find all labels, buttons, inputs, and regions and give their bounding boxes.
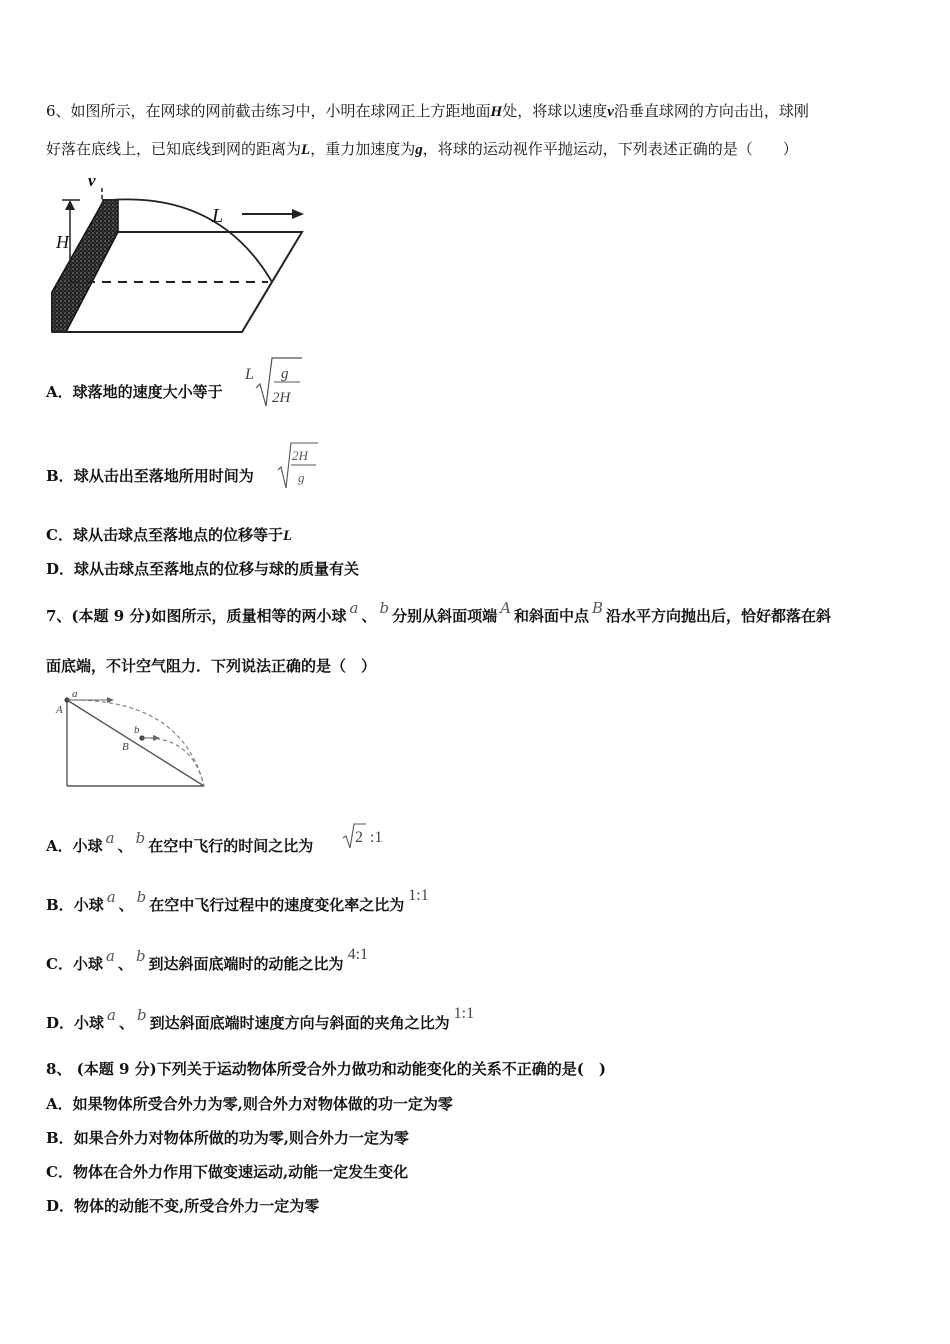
option-text: 球从击出至落地所用时间为	[73, 467, 254, 485]
option-text: 小球	[73, 896, 104, 914]
net-shape	[52, 200, 118, 332]
q6-option-C[interactable]	[46, 525, 292, 546]
q7-var-B: B	[591, 599, 603, 617]
q8-stem	[46, 1059, 606, 1079]
option-text: 物体的动能不变,所受合外力一定为零	[74, 1197, 320, 1215]
option-text: 球从击球点至落地点的位移与球的质量有关	[74, 560, 360, 578]
svg-text:2H: 2H	[272, 390, 291, 406]
option-text: 小球	[72, 837, 103, 855]
var-b: b	[135, 829, 146, 847]
ball-trajectory	[110, 199, 272, 282]
q7-var-a: a	[349, 599, 359, 617]
q6-A-math	[245, 366, 254, 384]
svg-text:g: g	[298, 470, 305, 485]
q7-text: 沿水平方向抛出后，恰好都落在斜	[606, 607, 832, 625]
option-text: 在空中飞行的时间之比为	[148, 837, 314, 855]
q7-stem-line2	[46, 656, 376, 676]
var-a: a	[106, 888, 116, 906]
q6-option-D[interactable]	[46, 559, 359, 579]
option-label: C．	[46, 526, 73, 544]
option-label: B．	[46, 896, 74, 914]
var-a: a	[105, 829, 115, 847]
q6-tennis-figure	[44, 172, 314, 340]
trajectory-b	[142, 738, 204, 786]
figure-label-H: H	[56, 232, 69, 252]
svg-text:2H: 2H	[292, 448, 308, 463]
q7-text: 面底端，不计空气阻力．下列说法正确的是（ ）	[46, 657, 377, 675]
q6-text: 好落在底线上，已知底线到网的距离为	[46, 140, 302, 158]
q8-option-D[interactable]	[46, 1196, 319, 1216]
q6-var-g: g	[415, 142, 423, 158]
svg-text:b: b	[134, 724, 140, 736]
ratio-value: 1:1	[453, 1005, 475, 1022]
option-sep: 、	[118, 1014, 134, 1032]
q6-var-v: v	[607, 104, 614, 120]
option-text: 如果合外力对物体所做的功为零,则合外力一定为零	[73, 1129, 409, 1147]
q7-text: 7、(本题 9 分)如图所示，质量相等的两小球	[46, 607, 347, 625]
option-label: D．	[46, 560, 75, 578]
q6-option-A[interactable]	[46, 382, 223, 402]
q8-option-B[interactable]	[46, 1128, 409, 1148]
math-L: L	[245, 366, 254, 383]
q6-var-L: L	[301, 142, 311, 158]
q6-stem-line2	[46, 139, 798, 160]
option-sep: 、	[117, 955, 133, 973]
q7-sep: 、	[361, 607, 377, 625]
q7-stem-line1	[46, 599, 832, 626]
option-text: 小球	[72, 955, 103, 973]
q6-text: 6、如图所示，在网球的网前截击练习中，小明在球网正上方距地面	[46, 102, 491, 120]
q8-text: 8、 (本题 9 分)下列关于运动物体所受合外力做功和动能变化的关系不正确的是( )	[46, 1060, 606, 1078]
var-L: L	[282, 528, 293, 544]
q6-B-sqrt-fraction	[276, 440, 320, 490]
ratio-value: 1:1	[408, 887, 429, 904]
q6-text: ，将球的运动视作平抛运动，下列表述正确的是（ ）	[422, 140, 798, 158]
option-text: 物体在合外力作用下做变速运动,动能一定发生变化	[72, 1163, 409, 1181]
option-text: 球从击球点至落地点的位移等于	[72, 526, 283, 544]
option-label: A．	[46, 837, 73, 855]
q7-option-B[interactable]	[46, 887, 429, 916]
q7-var-A: A	[500, 599, 511, 617]
q7-option-C[interactable]	[46, 946, 369, 975]
q6-var-H: H	[490, 104, 503, 120]
option-label: C．	[46, 955, 73, 973]
var-a: a	[107, 1006, 116, 1024]
option-text: 如果物体所受合外力为零,则合外力对物体做的功一定为零	[72, 1095, 453, 1113]
option-sep: 、	[118, 896, 134, 914]
q6-stem-line1	[46, 101, 809, 122]
q7-A-ratio	[342, 822, 392, 852]
option-text: 到达斜面底端时的动能之比为	[148, 955, 344, 973]
svg-text::1: :1	[370, 829, 383, 846]
option-label: C．	[46, 1163, 73, 1181]
option-text: 小球	[74, 1014, 105, 1032]
option-label: B．	[46, 1129, 74, 1147]
svg-text:A: A	[56, 704, 63, 716]
svg-text:B: B	[122, 741, 129, 753]
var-b: b	[137, 1006, 147, 1024]
q6-option-B[interactable]	[46, 466, 254, 486]
q7-option-A[interactable]	[46, 829, 314, 856]
var-a: a	[105, 947, 115, 965]
option-text: 在空中飞行过程中的速度变化率之比为	[149, 896, 405, 914]
svg-text:a: a	[72, 688, 78, 700]
q6-text: 沿垂直球网的方向击出，球刚	[613, 102, 809, 120]
q6-text: ，重力加速度为	[310, 140, 416, 158]
figure-label-L: L	[212, 205, 224, 227]
option-sep: 、	[117, 837, 133, 855]
svg-text:2: 2	[355, 829, 363, 846]
option-label: D．	[46, 1014, 75, 1032]
q7-option-D[interactable]	[46, 1005, 475, 1034]
q7-text: 和斜面中点	[513, 607, 589, 625]
q7-text: 分别从斜面项端	[392, 607, 498, 625]
var-b: b	[136, 888, 147, 906]
ratio-value: 4:1	[347, 946, 369, 963]
figure-label-v: v	[88, 172, 96, 190]
option-text: 球落地的速度大小等于	[72, 383, 223, 401]
svg-text:g: g	[281, 366, 289, 382]
option-label: A．	[46, 383, 73, 401]
var-b: b	[135, 947, 146, 965]
q8-option-C[interactable]	[46, 1162, 408, 1182]
q6-A-sqrt-fraction	[254, 356, 304, 408]
option-text: 到达斜面底端时速度方向与斜面的夹角之比为	[149, 1014, 450, 1032]
option-label: A．	[46, 1095, 73, 1113]
option-label: B．	[46, 467, 74, 485]
option-label: D．	[46, 1197, 75, 1215]
q7-incline-figure	[52, 688, 212, 790]
q7-var-b: b	[379, 599, 390, 617]
q8-option-A[interactable]	[46, 1094, 453, 1114]
q6-text: 处，将球以速度	[502, 102, 608, 120]
